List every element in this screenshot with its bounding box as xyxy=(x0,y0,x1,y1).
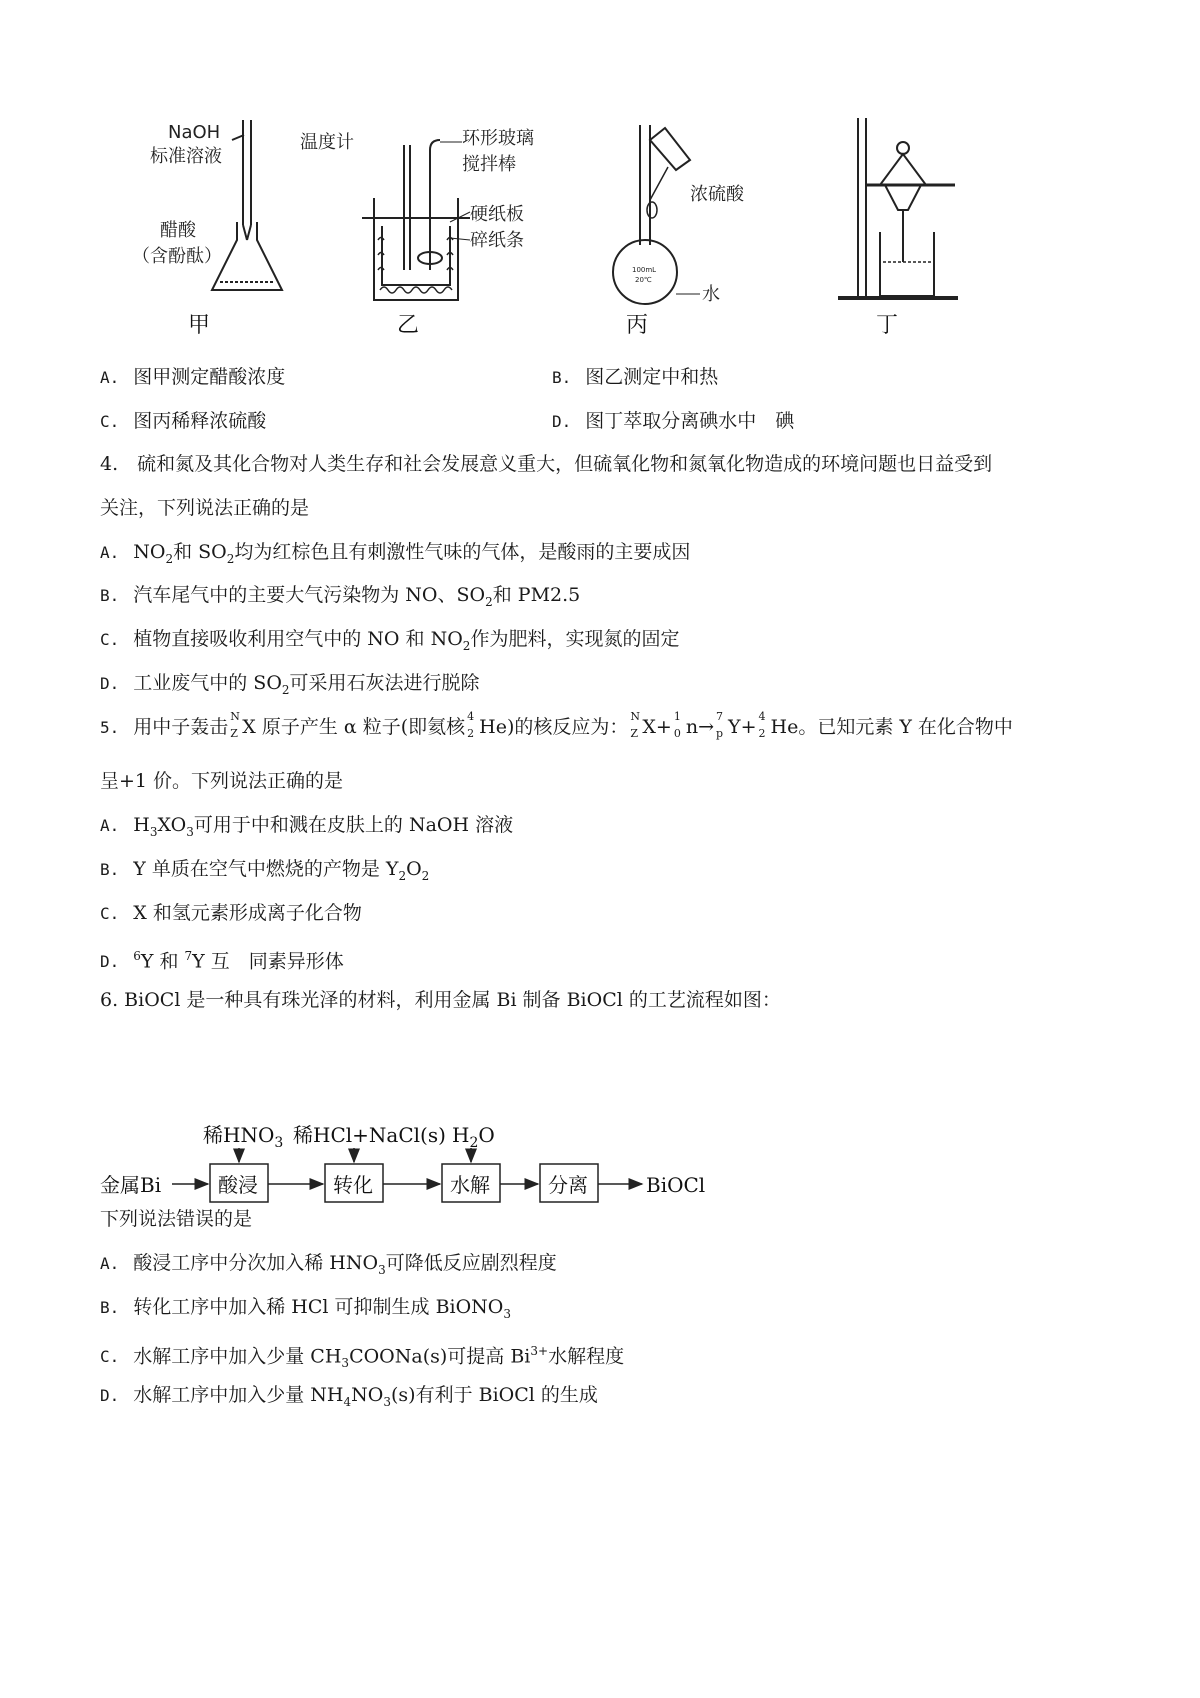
subscript: 3 xyxy=(383,1394,391,1409)
option-text: 均为红棕色且有刺激性气味的气体，是酸雨的主要成因 xyxy=(234,541,691,563)
subscript: 2 xyxy=(165,551,174,566)
figure-ding-separatory-funnel xyxy=(838,118,958,298)
option-label: A. xyxy=(100,368,120,387)
subscript: 2 xyxy=(485,594,493,609)
q5-option-c[interactable] xyxy=(100,900,362,927)
q5-option-d[interactable] xyxy=(100,943,344,975)
q5-text: Y+ xyxy=(728,716,757,738)
q6-option-b[interactable] xyxy=(100,1294,511,1327)
yi-label-thermometer: 温度计 xyxy=(300,132,354,153)
subscript: 2 xyxy=(462,638,471,653)
yi-label-paper-strips: 碎纸条 xyxy=(470,230,524,251)
q3-option-d[interactable] xyxy=(552,408,794,435)
q6-option-d[interactable] xyxy=(100,1382,598,1415)
q5-text: He)的核反应为： xyxy=(479,716,629,738)
option-label: A. xyxy=(100,543,120,562)
option-label: A. xyxy=(100,816,120,835)
q6-stem: 6. BiOCl 是一种具有珠光泽的材料，利用金属 Bi 制备 BiOCl 的工艺流程如图： xyxy=(100,989,781,1011)
figure-bing-volumetric-flask xyxy=(613,125,700,304)
subscript: 4 xyxy=(343,1394,352,1409)
option-text: 水解程度 xyxy=(548,1345,625,1368)
option-text: 工业废气中的 SO xyxy=(133,672,282,694)
nuclide-symbol: 1 0 xyxy=(673,710,681,740)
option-text: 图乙测定中和热 xyxy=(585,366,719,388)
subscript: 3 xyxy=(341,1356,350,1371)
reagent-water: $H_2O$ xyxy=(452,1123,495,1151)
reagent-hcl-nacl: 稀HCl+NaCl(s) xyxy=(293,1123,446,1147)
caption-ding: 丁 xyxy=(876,313,899,338)
nuclide-symbol: 4 2 xyxy=(758,710,766,740)
option-label: B. xyxy=(100,860,120,879)
subscript: 3 xyxy=(378,1262,386,1277)
flow-end-label: BiOCl xyxy=(646,1173,706,1197)
q3-option-c[interactable] xyxy=(100,408,266,435)
option-label: D. xyxy=(100,952,120,972)
option-text: 图丙稀释浓硫酸 xyxy=(133,410,267,432)
q6-option-c[interactable] xyxy=(100,1338,624,1376)
option-text: Y 单质在空气中燃烧的产物是 Y xyxy=(133,858,399,880)
yi-label-stirrer: 搅拌棒 xyxy=(462,154,516,175)
q4-option-c[interactable] xyxy=(100,626,679,659)
q5-option-a[interactable] xyxy=(100,812,513,845)
superscript: 3+ xyxy=(530,1344,549,1358)
option-text: 植物直接吸收利用空气中的 NO 和 NO xyxy=(133,628,463,650)
q5-stem-line2: 呈+1 价。下列说法正确的是 xyxy=(100,770,344,792)
option-label: B. xyxy=(552,368,572,387)
option-text: H xyxy=(133,814,150,836)
flow-box-label-conversion: 转化 xyxy=(333,1173,373,1197)
option-label: C. xyxy=(100,630,120,649)
bing-flask-temp: 20℃ xyxy=(635,276,652,284)
caption-jia: 甲 xyxy=(188,313,211,338)
option-text: 转化工序中加入稀 HCl 可抑制生成 BiONO xyxy=(133,1296,504,1318)
nuclide-symbol: 7 p xyxy=(716,710,724,740)
q4-stem-line1: 4. 硫和氮及其化合物对人类生存和社会发展意义重大，但硫氧化物和氮氧化物造成的环境问题也日益受到 xyxy=(100,453,993,475)
option-label: A. xyxy=(100,1254,120,1273)
q6-option-a[interactable] xyxy=(100,1250,557,1283)
option-text: 水解工序中加入少量 CH xyxy=(133,1345,342,1368)
option-text: (s)有利于 BiOCl 的生成 xyxy=(391,1384,598,1406)
option-text: 汽车尾气中的主要大气污染物为 NO、SO xyxy=(133,584,486,606)
figure-jia-titration xyxy=(212,120,282,290)
q5-text: 用中子轰击 xyxy=(133,716,229,738)
figure-yi-calorimeter xyxy=(362,140,470,300)
option-text: XO xyxy=(157,814,187,836)
reagent-hno3: 稀$HNO_3$ xyxy=(203,1123,284,1151)
option-label: D. xyxy=(552,412,572,431)
bing-flask-volume: 100mL xyxy=(632,266,657,274)
yi-label-glass-ring: 环形玻璃 xyxy=(462,128,534,149)
jia-label-standard-solution: 标准溶液 xyxy=(150,146,222,167)
flow-box-label-separation: 分离 xyxy=(548,1173,588,1197)
option-label: C. xyxy=(100,1347,120,1367)
q3-option-b[interactable] xyxy=(552,364,718,391)
option-text: 和 PM2.5 xyxy=(492,584,581,606)
question-number: 5. xyxy=(100,718,120,737)
option-text: 图甲测定醋酸浓度 xyxy=(133,366,286,388)
bing-label-conc-sulfuric-acid: 浓硫酸 xyxy=(690,184,744,205)
apparatus-figures xyxy=(0,0,1200,370)
subscript: 2 xyxy=(398,868,407,883)
option-text: Y 互 同素异形体 xyxy=(192,950,344,973)
subscript: 3 xyxy=(149,824,158,839)
jia-label-acetic-acid: 醋酸 xyxy=(160,220,196,241)
option-text: 酸浸工序中分次加入稀 HNO xyxy=(133,1252,379,1274)
q4-option-d[interactable] xyxy=(100,670,480,703)
flow-box-label-hydrolysis: 水解 xyxy=(450,1173,490,1197)
option-text: 可用于中和溅在皮肤上的 NaOH 溶液 xyxy=(193,814,514,836)
option-text: 作为肥料，实现氮的固定 xyxy=(470,628,680,650)
q4-stem-line2: 关注，下列说法正确的是 xyxy=(100,497,310,519)
option-text: 可采用石灰法进行脱除 xyxy=(289,672,480,694)
option-label: D. xyxy=(100,1386,120,1405)
option-text: NO xyxy=(351,1384,384,1406)
subscript: 3 xyxy=(503,1306,512,1321)
q5-text: X 原子产生 α 粒子(即氦核 xyxy=(242,716,466,738)
option-label: C. xyxy=(100,412,120,431)
option-text: COONa(s)可提高 Bi xyxy=(349,1345,531,1368)
option-text: Y 和 xyxy=(140,950,185,973)
bing-label-water: 水 xyxy=(702,284,720,305)
option-text: 水解工序中加入少量 NH xyxy=(133,1384,344,1406)
flow-box-label-acid-leach: 酸浸 xyxy=(218,1173,258,1197)
caption-bing: 丙 xyxy=(626,313,649,338)
nuclide-symbol: N Z xyxy=(230,710,240,740)
caption-yi: 乙 xyxy=(397,313,420,338)
jia-label-phenolphthalein: （含酚酞） xyxy=(132,246,222,267)
nuclide-symbol: N Z xyxy=(630,710,641,740)
option-text: 图丁萃取分离碘水中 碘 xyxy=(585,410,795,432)
flow-start-label: 金属Bi xyxy=(100,1173,162,1197)
q5-option-b[interactable] xyxy=(100,856,429,889)
option-text: O xyxy=(406,858,422,880)
nuclide-symbol: 4 2 xyxy=(467,710,475,740)
superscript: 6 xyxy=(133,949,141,963)
q3-option-a[interactable] xyxy=(100,364,285,391)
option-text: 可降低反应剧烈程度 xyxy=(385,1252,557,1274)
subscript: 2 xyxy=(421,868,430,883)
option-text: NO xyxy=(133,541,166,563)
jia-label-naoh: NaOH xyxy=(168,122,221,143)
option-label: C. xyxy=(100,904,120,923)
q4-option-b[interactable] xyxy=(100,582,580,615)
q5-text: He。已知元素 Y 在化合物中 xyxy=(770,716,1013,738)
option-label: D. xyxy=(100,674,120,693)
yi-label-cardboard: 硬纸板 xyxy=(470,204,524,225)
option-label: B. xyxy=(100,1298,120,1317)
option-text: X 和氢元素形成离子化合物 xyxy=(133,902,362,924)
q4-option-a[interactable] xyxy=(100,539,690,572)
superscript: 7 xyxy=(184,949,193,963)
option-label: B. xyxy=(100,586,120,605)
option-text: 和 SO xyxy=(173,541,227,563)
q5-text: X+ xyxy=(642,716,672,738)
subscript: 2 xyxy=(226,551,235,566)
q5-stem-line1 xyxy=(100,710,1013,741)
q5-text: n→ xyxy=(685,716,715,738)
subscript: 3 xyxy=(186,824,194,839)
q6-stem-line2: 下列说法错误的是 xyxy=(100,1208,253,1230)
subscript: 2 xyxy=(281,682,290,697)
